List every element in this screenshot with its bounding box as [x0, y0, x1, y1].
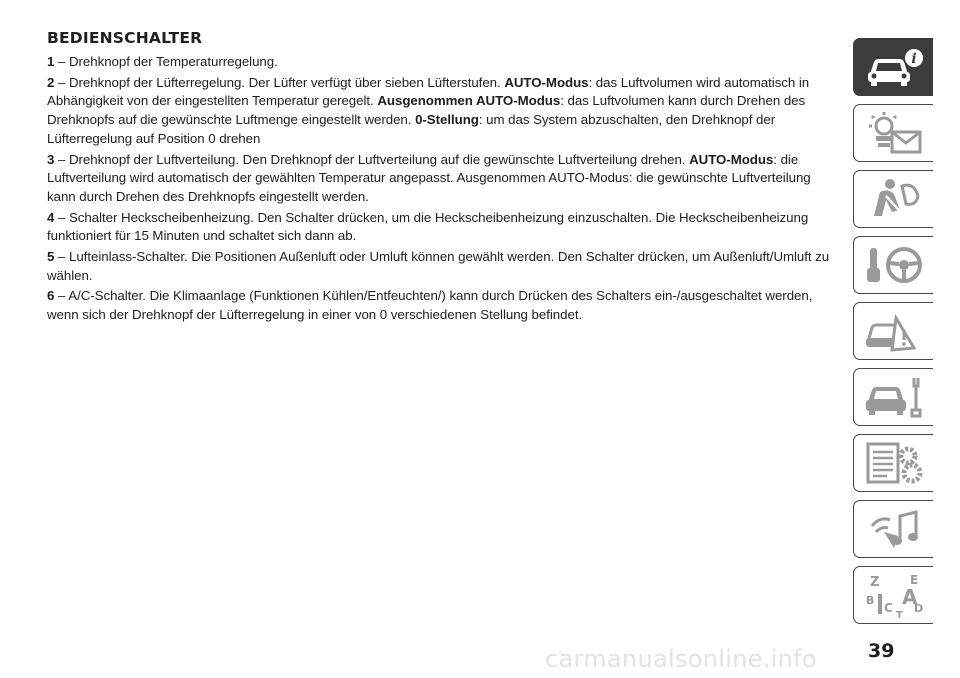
- chapter-tab-emergency[interactable]: [853, 302, 933, 360]
- item-number: 1: [47, 54, 55, 69]
- chapter-sidebar: [853, 38, 939, 632]
- multimedia-icon: [862, 506, 926, 552]
- section-heading: BEDIENSCHALTER: [47, 29, 203, 47]
- item-number: 2: [47, 74, 55, 90]
- chapter-tab-safety[interactable]: [853, 170, 933, 228]
- watermark: carmanualsonline.info: [545, 645, 817, 673]
- page-number: 39: [868, 640, 895, 662]
- index-letter: D: [913, 602, 923, 615]
- chapter-tab-index[interactable]: [853, 566, 933, 624]
- index-letter: Z: [869, 575, 879, 590]
- chapter-tab-starting-driving[interactable]: [853, 236, 933, 294]
- item-4: 4 – Schalter Heckscheibenheizung. Den Schalter drücken, um die Heckscheibenheizung einzuschalten. Die Heckscheibenheizung funktioniert für 15 Minuten und schaltet sich dann ab.: [47, 209, 809, 244]
- key-steering-icon: [862, 242, 926, 288]
- chapter-tab-technical-data[interactable]: [853, 434, 933, 492]
- warning-lights-icon: [862, 110, 926, 156]
- item-1: 1 – Drehknopf der Temperaturregelung.: [47, 54, 278, 69]
- item-number: 4: [47, 209, 55, 225]
- item-number: 6: [47, 288, 55, 304]
- chapter-tab-warning-lights[interactable]: [853, 104, 933, 162]
- car-info-icon: [862, 44, 926, 90]
- svg-text:i: i: [910, 51, 917, 67]
- emergency-car-icon: [862, 308, 926, 354]
- document-body: [47, 28, 837, 327]
- index-letter: A: [901, 585, 917, 609]
- car-maintenance-icon: [862, 374, 926, 420]
- item-6: 6 – A/C-Schalter. Die Klimaanlage (Funktionen Kühlen/Entfeuchten/) kann durch Drücken des Schalters ein-/ausgeschaltet werden, wenn sich der Drehknopf der Lüfterregelung in einer von 0 verschiedenen Stellung befindet.: [47, 288, 813, 323]
- item-number: 5: [47, 249, 55, 265]
- item-3: 3 – Drehknopf der Luftverteilung. Den Drehknopf der Luftverteilung auf die gewünschte Luftverteilung drehen. AUTO-Modus: die Luftverteilung wird automatisch der gewählten Temperatur angepasst. Ausgenommen AUTO-Modus: die gewünschte Luftverteilung kann durch Drehen des Drehknopfs eingestellt werden.: [47, 151, 811, 204]
- item-2: 2 – Drehknopf der Lüfterregelung. Der Lüfter verfügt über sieben Lüfterstufen. AUTO-Modus: das Luftvolumen wird automatisch in Abhängigkeit von der eingestellten Temperatur geregelt. Ausgenommen AUTO-Modus: das Luftvolumen kann durch Drehen des Drehknopfs auf die gewünschte Luftmenge eingestellt werden. 0-Stellung: um das System abzuschalten, den Drehknopf der Lüfterregelung auf Position 0 drehen: [47, 74, 810, 146]
- index-letter: T: [895, 610, 903, 618]
- chapter-tab-multimedia[interactable]: [853, 500, 933, 558]
- index-letter: C: [883, 601, 893, 615]
- chapter-tab-maintenance[interactable]: [853, 368, 933, 426]
- chapter-tab-car-info[interactable]: [853, 38, 933, 96]
- technical-data-icon: [862, 440, 926, 486]
- airbag-seat-icon: [862, 176, 926, 222]
- index-letter: E: [909, 573, 918, 587]
- index-letter: B: [865, 594, 874, 607]
- item-5: 5 – Lufteinlass-Schalter. Die Positionen Außenluft oder Umluft können gewählt werden. Den Schalter drücken, um Außenluft/Umluft zu wählen.: [47, 249, 830, 283]
- item-number: 3: [47, 151, 55, 167]
- index-letters-icon: [862, 572, 926, 618]
